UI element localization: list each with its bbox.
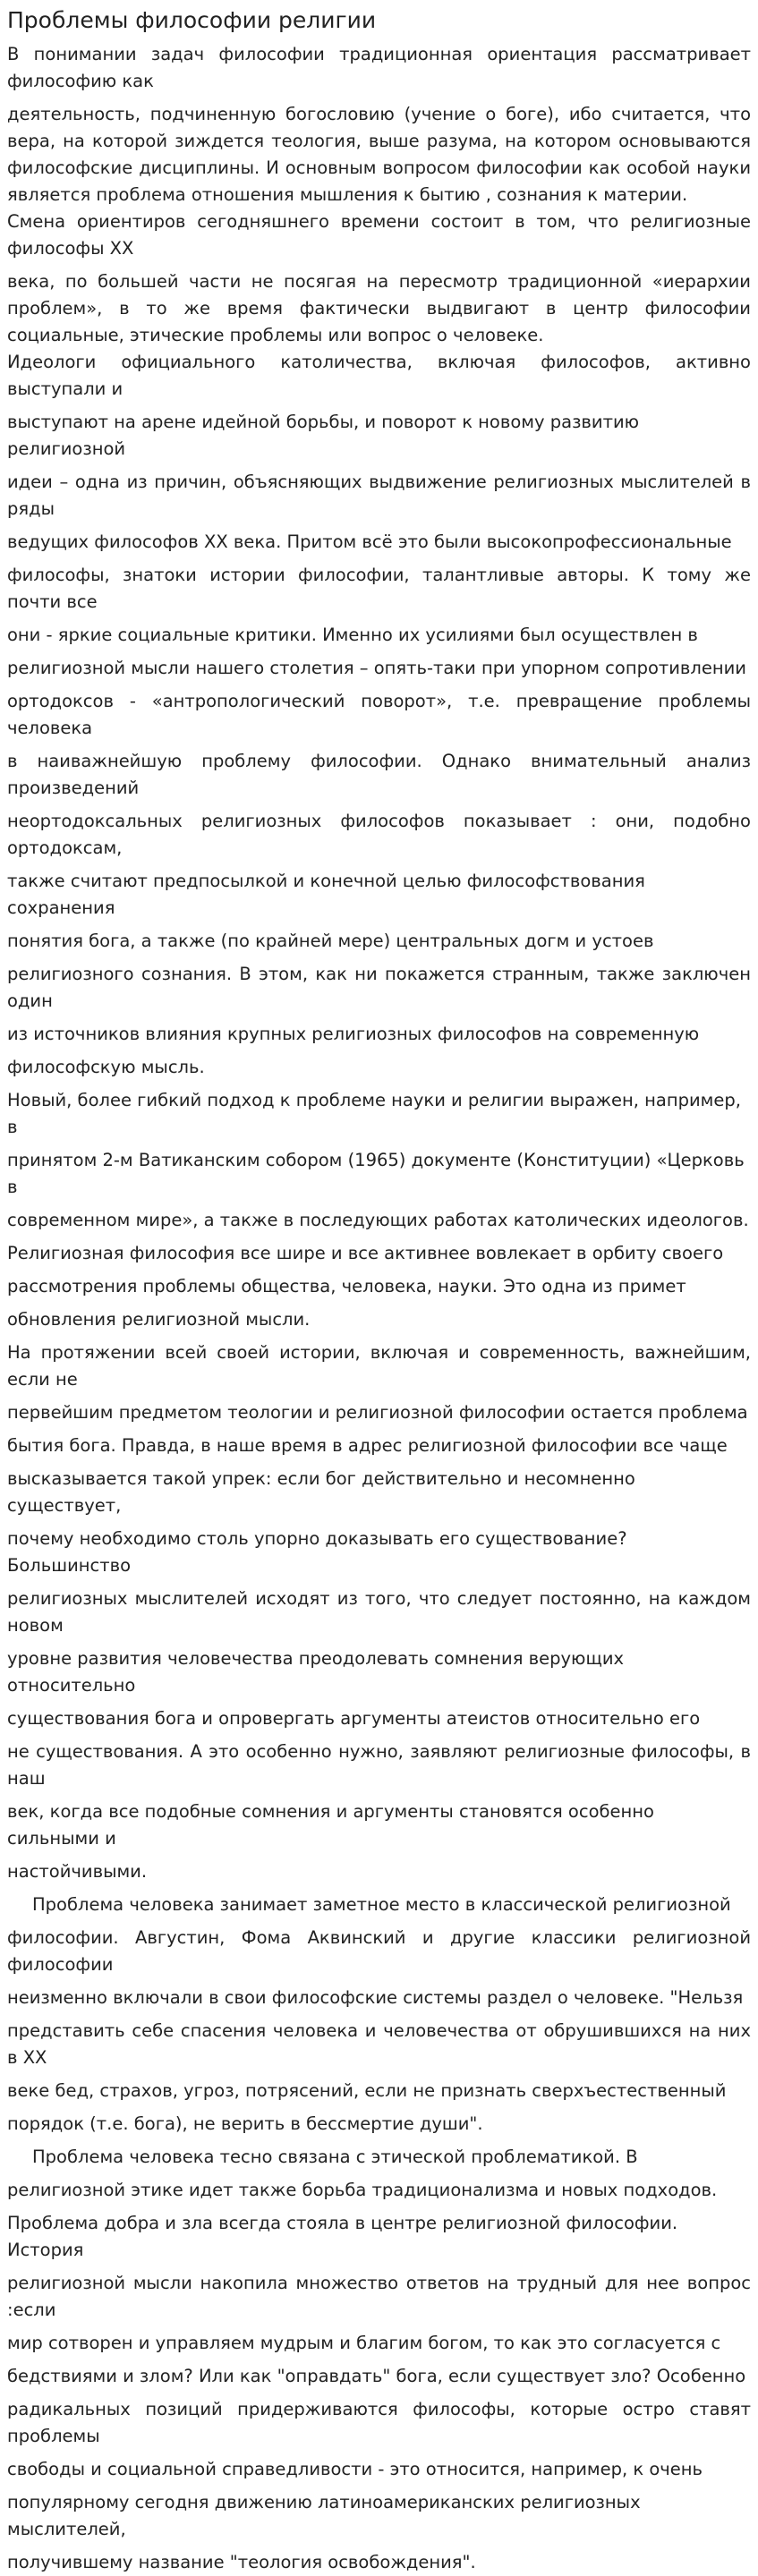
text-line: выступают на арене идейной борьбы, и поворот к новому развитию религиозной [7, 412, 640, 459]
text-line: ведущих философов XX века. Притом всё это были высокопрофессиональные [7, 531, 732, 552]
text-line: Смена ориентиров сегодняшнего времени состоит в том, что религиозные философы XX [7, 211, 751, 259]
text-line: понятия бога, а также (по крайней мере) центральных догм и устоев [7, 931, 654, 951]
text-line: получившему название "теология освобождения". [7, 2552, 476, 2572]
text-line: принятом 2-м Ватиканским собором (1965) документе (Конституции) «Церковь в [7, 1150, 745, 1197]
text-line: деятельность, подчиненную богословию (учение о боге), ибо считается, что вера, на которой зиждется теология, выше разума, на котором основываются философские дисциплины. И основным вопросом философии как особой науки является проблема отношения мышления к бытию , сознания к материи. [7, 104, 751, 205]
text-line: настойчивыми. [7, 1861, 148, 1882]
text-line: Проблема добра и зла всегда стояла в центре религиозной философии. История [7, 2213, 678, 2260]
text-line: религиозной мысли накопила множество ответов на трудный для нее вопрос :если [7, 2273, 751, 2320]
text-line: Проблема человека занимает заметное место в классической религиозной [32, 1894, 731, 1915]
text-line: рассмотрения проблемы общества, человека, науки. Это одна из примет [7, 1276, 686, 1297]
text-line: радикальных позиций придерживаются философы, которые остро ставят проблемы [7, 2399, 751, 2446]
text-line: первейшим предметом теологии и религиозной философии остается проблема [7, 1402, 748, 1423]
text-line: идеи – одна из причин, объясняющих выдвижение религиозных мыслителей в ряды [7, 472, 751, 519]
text-line: религиозной мысли нашего столетия – опять-таки при упорном сопротивлении [7, 658, 746, 678]
text-line: из источников влияния крупных религиозных философов на современную [7, 1024, 700, 1044]
text-line: также считают предпосылкой и конечной целью философствования сохранения [7, 871, 645, 918]
text-line: неортодоксальных религиозных философов показывает : они, подобно ортодоксам, [7, 811, 751, 858]
text-line: они - яркие социальные критики. Именно их усилиями был осуществлен в [7, 625, 698, 645]
text-line: порядок (т.е. бога), не верить в бессмертие души". [7, 2113, 483, 2134]
text-line: свободы и социальной справедливости - это относится, например, к очень [7, 2459, 703, 2479]
text-line: существования бога и опровергать аргументы атеистов относительно его [7, 1708, 701, 1729]
text-line: обновления религиозной мысли. [7, 1309, 311, 1330]
text-line: уровне развития человечества преодолевать сомнения верующих относительно [7, 1648, 625, 1696]
text-line: философскую мысль. [7, 1057, 205, 1077]
text-line: религиозной этике идет также борьба традиционализма и новых подходов. [7, 2180, 718, 2200]
text-line: высказывается такой упрек: если бог действительно и несомненно существует, [7, 1468, 635, 1516]
text-line: Новый, более гибкий подход к проблеме науки и религии выражен, например, в [7, 1090, 741, 1137]
text-line: Проблема человека тесно связана с этической проблематикой. В [32, 2147, 638, 2167]
text-line: На протяжении всей своей истории, включая и современность, важнейшим, если не [7, 1342, 751, 1390]
text-line: неизменно включали в свои философские системы раздел о человеке. "Нельзя [7, 1987, 744, 2008]
text-line: В понимании задач философии традиционная ориентация рассматривает философию как [7, 44, 751, 91]
text-line: религиозных мыслителей исходят из того, что следует постоянно, на каждом новом [7, 1588, 751, 1636]
text-line: философии. Августин, Фома Аквинский и другие классики религиозной философии [7, 1927, 751, 1975]
text-line: Религиозная философия все шире и все активнее вовлекает в орбиту своего [7, 1243, 724, 1263]
text-line: почему необходимо столь упорно доказывать его существование? Большинство [7, 1528, 627, 1576]
text-line: популярному сегодня движению латиноамериканских религиозных мыслителей, [7, 2492, 641, 2539]
page-title: Проблемы философии религии [7, 7, 377, 33]
text-line: в наиважнейшую проблему философии. Однако внимательный анализ произведений [7, 751, 751, 798]
text-line: представить себе спасения человека и человечества от обрушившихся на них в XX [7, 2020, 751, 2068]
text-line: века, по большей части не посягая на пересмотр традиционной «иерархии проблем», в то же время фактически выдвигают в центр философии социальные, этические проблемы или вопрос о человеке. [7, 271, 751, 345]
text-line: мир сотворен и управляем мудрым и благим богом, то как это согласуется с [7, 2333, 721, 2353]
text-line: ортодоксов - «антропологический поворот», т.е. превращение проблемы человека [7, 691, 751, 738]
text-line: веке бед, страхов, угроз, потрясений, если не признать сверхъестественный [7, 2080, 727, 2101]
text-line: век, когда все подобные сомнения и аргументы становятся особенно сильными и [7, 1801, 654, 1849]
text-line: не существования. А это особенно нужно, заявляют религиозные философы, в наш [7, 1741, 751, 1789]
text-line: религиозного сознания. В этом, как ни покажется странным, также заключен один [7, 964, 751, 1011]
text-line: бедствиями и злом? Или как "оправдать" бога, если существует зло? Особенно [7, 2366, 746, 2386]
text-line: философы, знатоки истории философии, талантливые авторы. К тому же почти все [7, 565, 751, 612]
text-line: Идеологи официального католичества, включая философов, активно выступали и [7, 352, 751, 399]
text-line: бытия бога. Правда, в наше время в адрес религиозной философии все чаще [7, 1435, 728, 1456]
document-body [7, 41, 751, 2576]
text-line: современном мире», а также в последующих работах католических идеологов. [7, 1210, 749, 1230]
